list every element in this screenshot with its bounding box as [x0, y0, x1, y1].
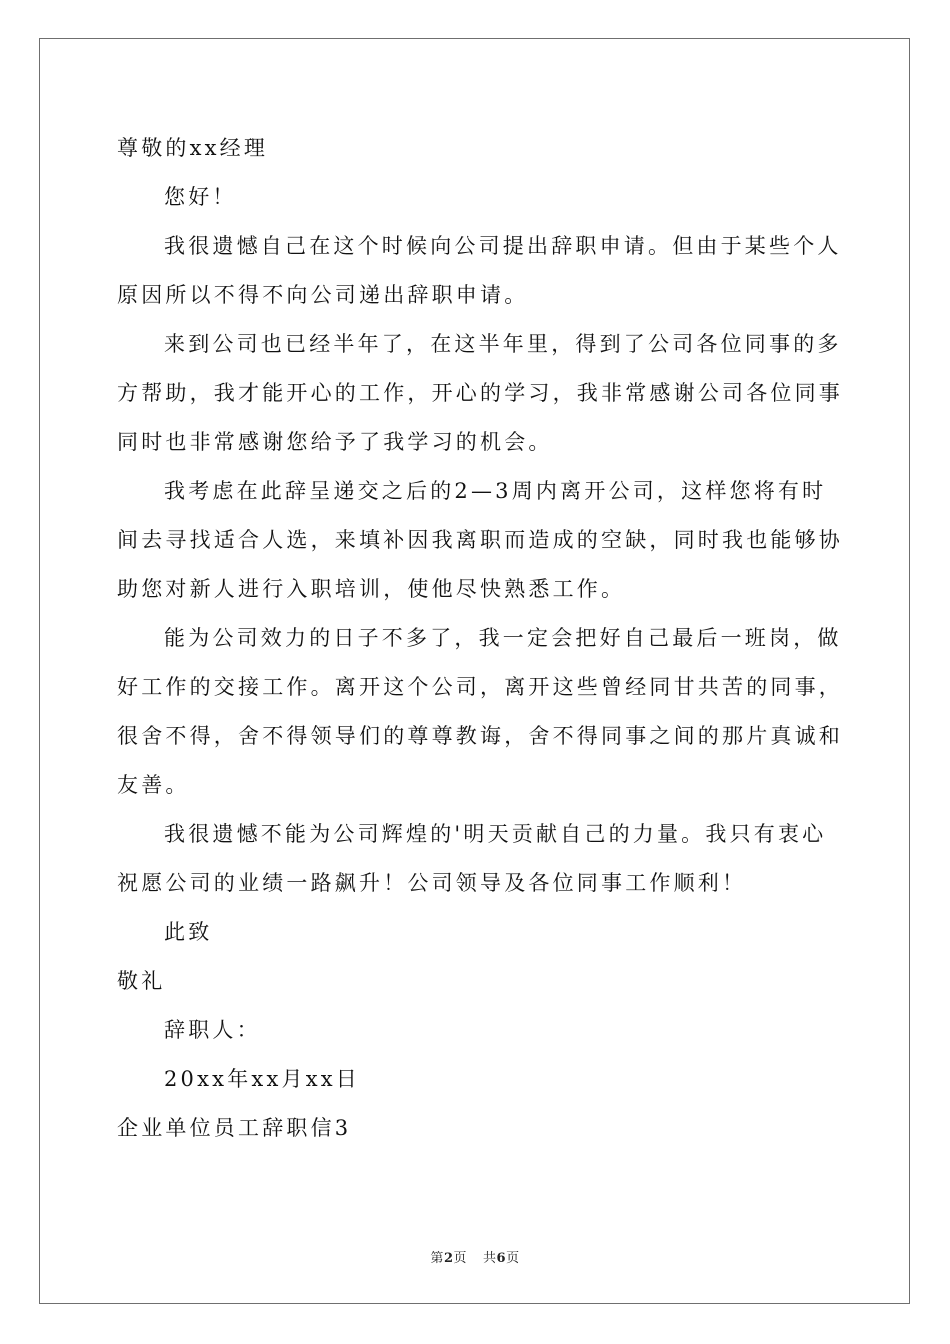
paragraph-4-line-1: 能为公司效力的日子不多了，我一定会把好自己最后一班岗，做	[164, 626, 842, 650]
salutation: 尊敬的xx经理	[117, 136, 269, 160]
paragraph-5-line-2: 祝愿公司的业绩一路飙升！公司领导及各位同事工作顺利！	[117, 871, 747, 895]
paragraph-2-line-2: 方帮助，我才能开心的工作，开心的学习，我非常感谢公司各位同事	[117, 381, 843, 405]
letter-date: 20xx年xx月xx日	[164, 1067, 360, 1091]
next-letter-title: 企业单位员工辞职信3	[117, 1116, 352, 1140]
paragraph-3-line-1: 我考虑在此辞呈递交之后的2—3周内离开公司，这样您将有时	[164, 479, 827, 503]
total-prefix: 共	[483, 1251, 497, 1266]
page-number: 2	[443, 1251, 454, 1266]
closing-line-1: 此致	[164, 920, 213, 944]
paragraph-1-line-1: 我很遗憾自己在这个时候向公司提出辞职申请。但由于某些个人	[164, 234, 842, 258]
paragraph-4-line-3: 很舍不得，舍不得领导们的尊尊教诲，舍不得同事之间的那片真诚和	[117, 724, 843, 748]
paragraph-4-line-2: 好工作的交接工作。离开这个公司，离开这些曾经同甘共苦的同事，	[117, 675, 843, 699]
paragraph-2-line-1: 来到公司也已经半年了，在这半年里，得到了公司各位同事的多	[164, 332, 842, 356]
paragraph-4-line-4: 友善。	[117, 773, 190, 797]
signature-label: 辞职人：	[164, 1018, 261, 1042]
total-pages: 6	[496, 1251, 507, 1266]
page-suffix: 页	[453, 1251, 467, 1266]
page-footer	[0, 1247, 950, 1266]
paragraph-5-line-1: 我很遗憾不能为公司辉煌的'明天贡献自己的力量。我只有衷心	[164, 822, 827, 846]
greeting: 您好！	[164, 185, 237, 209]
paragraph-3-line-2: 间去寻找适合人选，来填补因我离职而造成的空缺，同时我也能够协	[117, 528, 843, 552]
paragraph-2-line-3: 同时也非常感谢您给予了我学习的机会。	[117, 430, 553, 454]
paragraph-3-line-3: 助您对新人进行入职培训，使他尽快熟悉工作。	[117, 577, 626, 601]
page-prefix: 第	[430, 1251, 444, 1266]
total-suffix: 页	[506, 1251, 520, 1266]
closing-line-2: 敬礼	[117, 969, 166, 993]
paragraph-1-line-2: 原因所以不得不向公司递出辞职申请。	[117, 283, 529, 307]
letter-body	[117, 124, 843, 1153]
